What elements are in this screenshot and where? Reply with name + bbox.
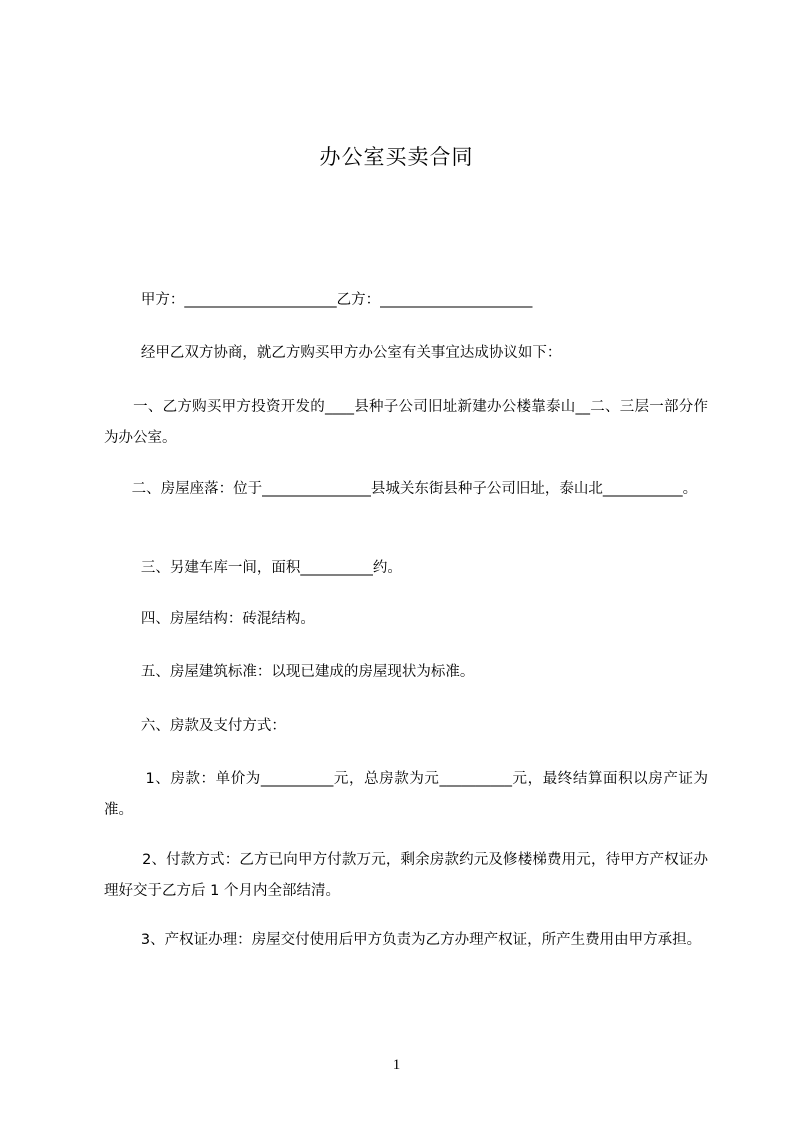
page-number: 1 bbox=[392, 1057, 401, 1073]
preamble-paragraph: 经甲乙双方协商，就乙方购买甲方办公室有关事宜达成协议如下： bbox=[104, 345, 562, 361]
clause-4-structure-paragraph: 四、房屋结构：砖混结构。 bbox=[104, 611, 315, 627]
parties-line: 甲方：_____________________乙方：_____________________ bbox=[104, 292, 533, 308]
clause-6-2-payment-method-paragraph: 2、付款方式：乙方已向甲方付款万元，剩余房款约元及修楼梯费用元，待甲方产权证办理好交于乙方后 1 个月内全部结清。 bbox=[104, 852, 708, 899]
page-title: 办公室买卖合同 bbox=[319, 145, 474, 169]
clause-6-1-price-paragraph: 1、房款：单价为__________元，总房款为元__________元，最终结算面积以房产证为准。 bbox=[104, 771, 708, 818]
clause-1-purchase-paragraph: 一、乙方购买甲方投资开发的____县种子公司旧址新建办公楼靠泰山__二、三层一部分作为办公室。 bbox=[104, 399, 708, 446]
clause-3-garage-paragraph: 三、另建车库一间，面积__________约。 bbox=[104, 560, 402, 576]
clause-2-location-paragraph: 二、房屋座落：位于_______________县城关东街县种子公司旧址，泰山北___________。 bbox=[104, 481, 698, 497]
clause-6-3-title-certificate-paragraph: 3、产权证办理：房屋交付使用后甲方负责为乙方办理产权证，所产生费用由甲方承担。 bbox=[104, 932, 702, 948]
clause-6-payment-heading: 六、房款及支付方式： bbox=[104, 718, 286, 734]
clause-5-standard-paragraph: 五、房屋建筑标准：以现已建成的房屋现状为标准。 bbox=[104, 664, 475, 680]
